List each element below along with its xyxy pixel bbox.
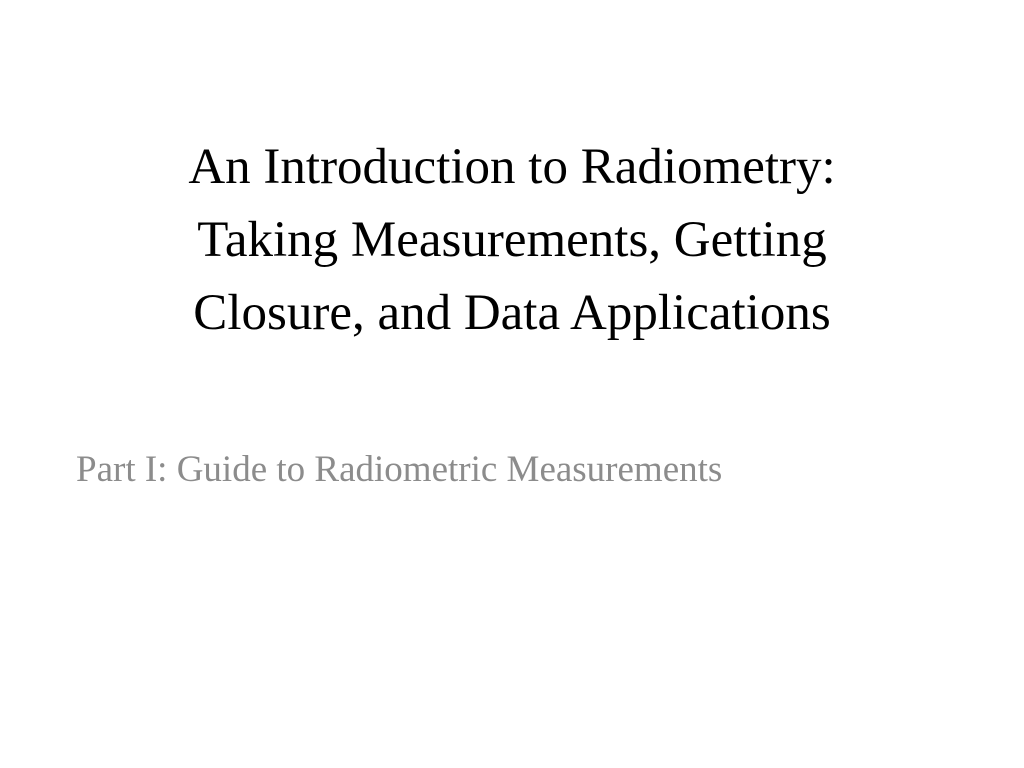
slide-title-line-3: Closure, and Data Applications [193, 285, 831, 341]
slide-title [60, 131, 964, 350]
slide-title-line-1: An Introduction to Radiometry: [188, 139, 836, 195]
slide-title-line-2: Taking Measurements, Getting [197, 212, 827, 268]
slide-subtitle: Part I: Guide to Radiometric Measurements [76, 449, 723, 490]
